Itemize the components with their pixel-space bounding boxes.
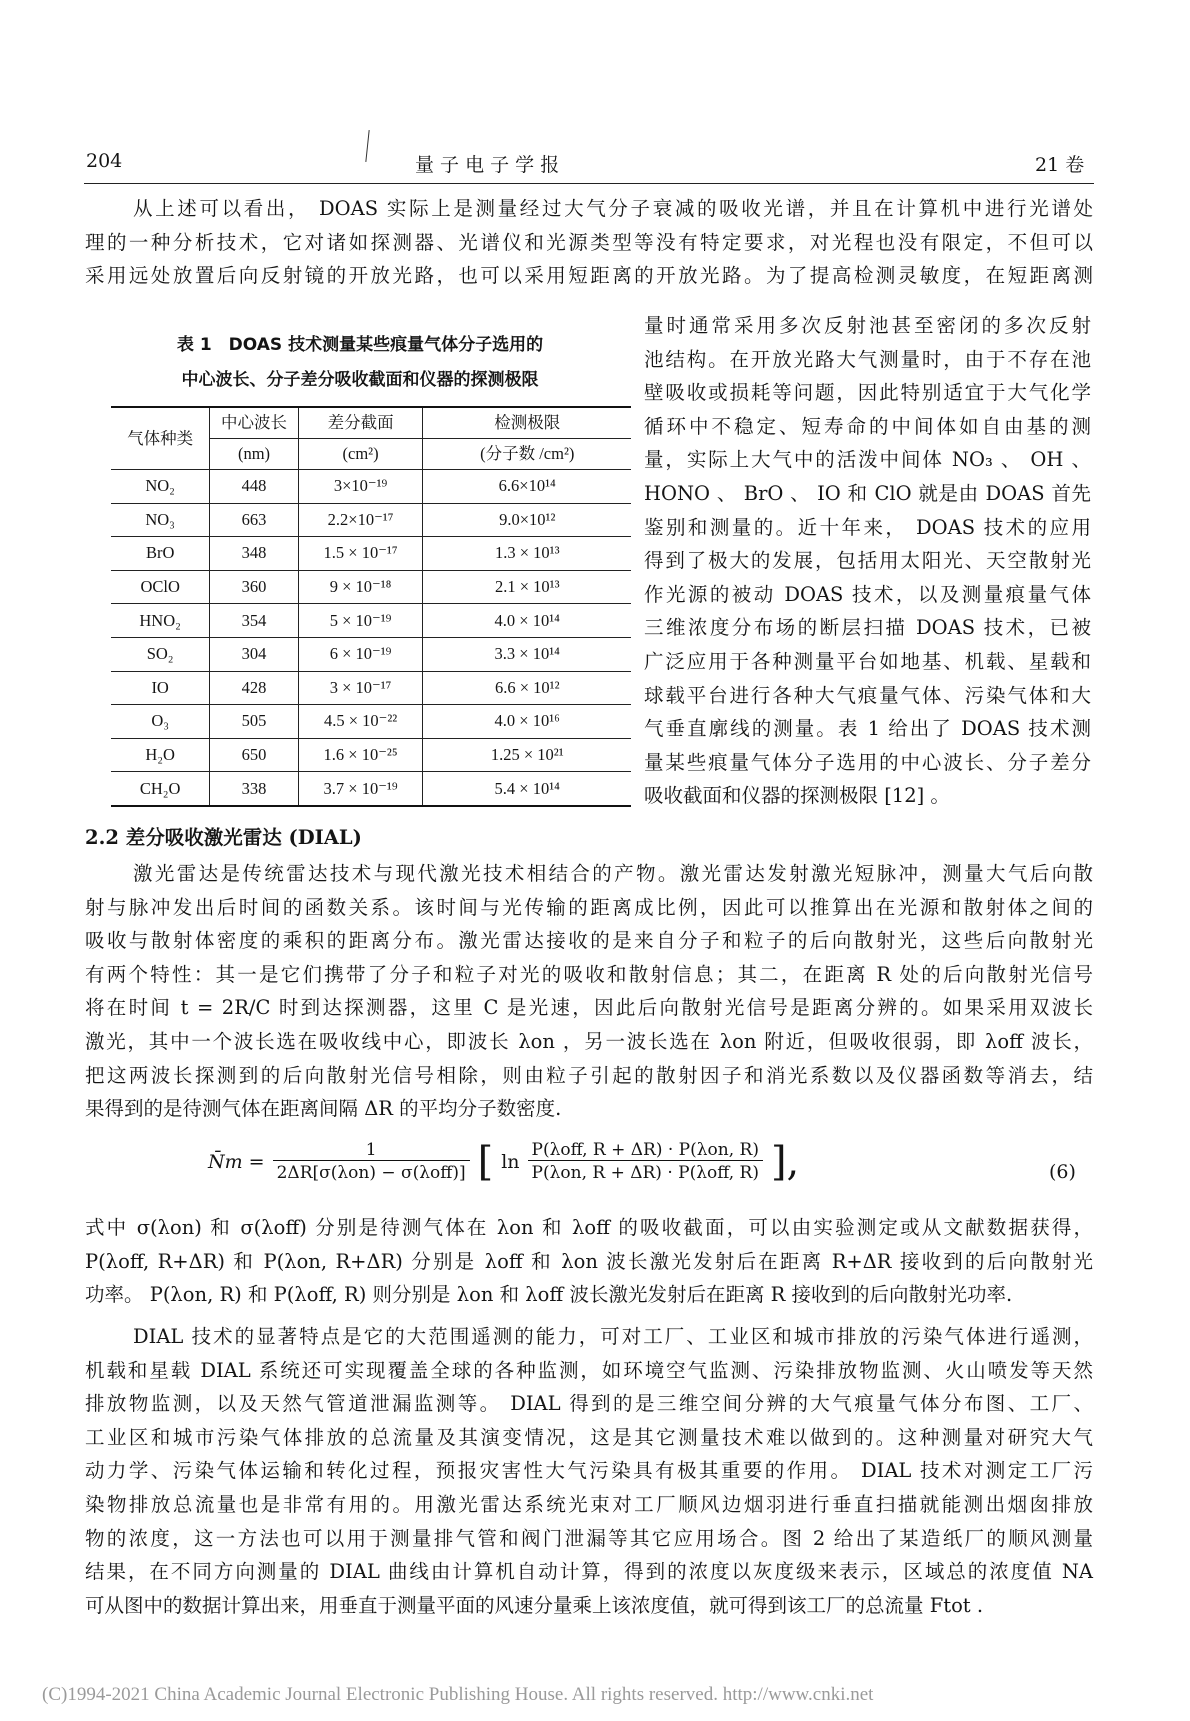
table-cell: 348 bbox=[210, 537, 298, 571]
table-row bbox=[111, 772, 631, 806]
eq-explain-line: P(λoff, R+ΔR) 和 P(λon, R+ΔR) 分别是 λoff 和 λon 波长激光发射后在距离 R+ΔR 接收到的后向散射光 bbox=[85, 1249, 1093, 1273]
table-cell: 5.4 × 10¹⁴ bbox=[423, 772, 631, 806]
header-rule bbox=[84, 183, 1094, 184]
table-cell: 360 bbox=[210, 570, 298, 604]
table-row bbox=[111, 637, 631, 671]
dial-para2-line: DIAL 技术的显著特点是它的大范围遥测的能力，可对工厂、工业区和城市排放的污染气体进行遥测， bbox=[133, 1325, 1093, 1348]
dial-para1-line: 吸收与散射体密度的乘积的距离分布。激光雷达接收的是来自分子和粒子的后向散射光，这些后向散射光 bbox=[85, 929, 1093, 953]
side-text-line: 三维浓度分布场的断层扫描 DOAS 技术，已被 bbox=[644, 616, 1091, 640]
table-cell: HNO₂ bbox=[111, 604, 210, 638]
table-cell: NO₂ bbox=[111, 470, 210, 504]
table-cell: 338 bbox=[210, 772, 298, 806]
table-cell: O₃ bbox=[111, 705, 210, 739]
table-cell: 3×10⁻¹⁹ bbox=[298, 470, 423, 504]
table-cell: H₂O bbox=[111, 738, 210, 772]
eq-explain-line: 功率。 P(λon, R) 和 P(λoff, R) 则分别是 λon 和 λoff 波长激光发射后在距离 R 接收到的后向散射光功率. bbox=[85, 1283, 1013, 1307]
table-cell: 9 × 10⁻¹⁸ bbox=[298, 570, 423, 604]
table-cell: 1.6 × 10⁻²⁵ bbox=[298, 738, 423, 772]
copyright-footer: (C)1994-2021 China Academic Journal Electronic Publishing House. All rights reserved. http://www.cnki.net bbox=[42, 1684, 874, 1705]
table-cell: 663 bbox=[210, 503, 298, 537]
table-cell: 2.1 × 10¹³ bbox=[423, 570, 631, 604]
side-text-line: 作光源的被动 DOAS 技术，以及测量痕量气体 bbox=[644, 582, 1091, 606]
dial-para1-line: 激光，其中一个波长选在吸收线中心，即波长 λon ，另一波长选在 λon 附近，但吸收很弱，即 λoff 波长， bbox=[85, 1030, 1093, 1053]
column-header: 差分截面 bbox=[298, 407, 423, 439]
table-row bbox=[111, 470, 631, 504]
page-number: 204 bbox=[86, 150, 123, 172]
dial-para2-line: 机载和星载 DIAL 系统还可实现覆盖全球的各种监测，如环境空气监测、污染排放物监测、火山喷发等天然 bbox=[85, 1358, 1093, 1382]
dial-para1-line: 射与脉冲发出后时间的函数关系。该时间与光传输的距离成比例，因此可以推算出在光源和散射体之间的 bbox=[85, 895, 1093, 919]
table-cell: 304 bbox=[210, 637, 298, 671]
table-cell: 4.0 × 10¹⁶ bbox=[423, 705, 631, 739]
table-cell: 4.0 × 10¹⁴ bbox=[423, 604, 631, 638]
scan-mark bbox=[365, 130, 369, 162]
dial-para2-line: 排放物监测，以及天然气管道泄漏监测等。 DIAL 得到的是三维空间分辨的大气痕量气体分布图、工厂、 bbox=[85, 1392, 1093, 1416]
equation-6: N̄m = 1 2ΔR[σ(λon) − σ(λoff)] [ ln P(λoff, R + ΔR) · P(λon, R) P(λon, R + ΔR) · P(λoff, R) ], bbox=[208, 1138, 800, 1185]
side-text-line: 量，实际上大气中的活泼中间体 NO₃ 、 OH 、 bbox=[644, 448, 1091, 472]
table-cell: 3 × 10⁻¹⁷ bbox=[298, 671, 423, 705]
column-unit: (nm) bbox=[210, 439, 298, 470]
side-text-line: 量时通常采用多次反射池甚至密闭的多次反射 bbox=[644, 314, 1091, 337]
table-cell: 3.3 × 10¹⁴ bbox=[423, 637, 631, 671]
side-text-line: 量某些痕量气体分子选用的中心波长、分子差分 bbox=[644, 750, 1091, 774]
dial-para1-line: 激光雷达是传统雷达技术与现代激光技术相结合的产物。激光雷达发射激光短脉冲，测量大气后向散 bbox=[133, 862, 1093, 885]
equation-denominator: 2ΔR[σ(λon) − σ(λoff)] bbox=[273, 1160, 470, 1183]
dial-para2-line: 工业区和城市污染气体排放的总流量及其演变情况，这是其它测量技术难以做到的。这种测量对研究大气 bbox=[85, 1425, 1093, 1449]
table-caption: 表 1 DOAS 技术测量某些痕量气体分子选用的 bbox=[176, 335, 544, 355]
side-text-line: 池结构。在开放光路大气测量时，由于不存在池 bbox=[644, 347, 1091, 371]
dial-para1-line: 把这两波长探测到的后向散射光信号相除，则由粒子引起的散射因子和消光系数以及仪器函数等消去，结 bbox=[85, 1063, 1093, 1087]
side-text-line: 气垂直廓线的测量。表 1 给出了 DOAS 技术测 bbox=[644, 717, 1091, 741]
equation-numerator: 1 bbox=[365, 1140, 377, 1160]
side-text-line: 吸收截面和仪器的探测极限 [12] 。 bbox=[644, 784, 950, 808]
table-1 bbox=[111, 406, 631, 807]
table-row bbox=[111, 705, 631, 739]
journal-title: 量 子 电 子 学 报 bbox=[415, 154, 560, 176]
table-cell: 354 bbox=[210, 604, 298, 638]
table-cell: SO₂ bbox=[111, 637, 210, 671]
table-cell: 650 bbox=[210, 738, 298, 772]
table-row bbox=[111, 537, 631, 571]
equation-ratio-denominator: P(λon, R + ΔR) · P(λoff, R) bbox=[528, 1160, 763, 1183]
table-cell: 9.0×10¹² bbox=[423, 503, 631, 537]
table-cell: 428 bbox=[210, 671, 298, 705]
column-header: 检测极限 bbox=[423, 407, 631, 439]
side-text-line: 循环中不稳定、短寿命的中间体如自由基的测 bbox=[644, 414, 1091, 438]
intro-line: 采用远处放置后向反射镜的开放光路，也可以采用短距离的开放光路。为了提高检测灵敏度，在短距离测 bbox=[85, 264, 1093, 288]
table-cell: 448 bbox=[210, 470, 298, 504]
table-cell: 1.25 × 10²¹ bbox=[423, 738, 631, 772]
table-cell: 4.5 × 10⁻²² bbox=[298, 705, 423, 739]
side-text-line: 得到了极大的发展，包括用太阳光、天空散射光 bbox=[644, 549, 1091, 573]
table-row bbox=[111, 738, 631, 772]
equation-lhs: N̄m = bbox=[208, 1150, 265, 1173]
dial-para2-line: 染物排放总流量也是非常有用的。用激光雷达系统光束对工厂顺风边烟羽进行垂直扫描就能测出烟囱排放 bbox=[85, 1493, 1093, 1516]
column-header: 中心波长 bbox=[210, 407, 298, 439]
dial-para1-line: 将在时间 t = 2R/C 时到达探测器，这里 C 是光速，因此后向散射光信号是距离分辨的。如果采用双波长 bbox=[85, 996, 1093, 1020]
table-cell: 6.6 × 10¹² bbox=[423, 671, 631, 705]
table-row bbox=[111, 671, 631, 705]
table-cell: 6 × 10⁻¹⁹ bbox=[298, 637, 423, 671]
side-text-line: 鉴别和测量的。近十年来， DOAS 技术的应用 bbox=[644, 515, 1091, 539]
equation-ratio-numerator: P(λoff, R + ΔR) · P(λon, R) bbox=[531, 1140, 759, 1160]
intro-line: 理的一种分析技术，它对诸如探测器、光谱仪和光源类型等没有特定要求，对光程也没有限定，不但可以 bbox=[85, 230, 1093, 254]
table-cell: 5 × 10⁻¹⁹ bbox=[298, 604, 423, 638]
volume-label: 21 卷 bbox=[1035, 154, 1085, 176]
dial-para2-line: 可从图中的数据计算出来，用垂直于测量平面的风速分量乘上该浓度值，就可得到该工厂的总流量 Ftot . bbox=[85, 1593, 984, 1617]
side-text-line: 球载平台进行各种大气痕量气体、污染气体和大 bbox=[644, 683, 1091, 707]
table-cell: 6.6×10¹⁴ bbox=[423, 470, 631, 504]
table-row bbox=[111, 503, 631, 537]
dial-para1-line: 有两个特性：其一是它们携带了分子和粒子对光的吸收和散射信息；其二，在距离 R 处的后向散射光信号 bbox=[85, 962, 1093, 986]
table-cell: 1.5 × 10⁻¹⁷ bbox=[298, 537, 423, 571]
side-text-line: 广泛应用于各种测量平台如地基、机载、星载和 bbox=[644, 650, 1091, 673]
table-cell: IO bbox=[111, 671, 210, 705]
column-unit: (分子数 /cm²) bbox=[423, 439, 631, 470]
dial-para2-line: 结果，在不同方向测量的 DIAL 曲线由计算机自动计算，得到的浓度以灰度级来表示，区域总的浓度值 NA bbox=[85, 1560, 1093, 1584]
column-unit: (cm²) bbox=[298, 439, 423, 470]
table-caption: 中心波长、分子差分吸收截面和仪器的探测极限 bbox=[181, 370, 539, 390]
table-cell: OClO bbox=[111, 570, 210, 604]
side-text-line: HONO 、 BrO 、 IO 和 ClO 就是由 DOAS 首先 bbox=[644, 482, 1091, 505]
table-cell: 2.2×10⁻¹⁷ bbox=[298, 503, 423, 537]
column-header: 气体种类 bbox=[111, 407, 210, 470]
table-row bbox=[111, 570, 631, 604]
intro-line: 从上述可以看出， DOAS 实际上是测量经过大气分子衰减的吸收光谱，并且在计算机中进行光谱处 bbox=[133, 197, 1093, 220]
table-cell: 505 bbox=[210, 705, 298, 739]
dial-para2-line: 动力学、污染气体运输和转化过程，预报灾害性大气污染具有极其重要的作用。 DIAL 技术对测定工厂污 bbox=[85, 1459, 1093, 1483]
table-cell: NO₃ bbox=[111, 503, 210, 537]
side-text-line: 壁吸收或损耗等问题，因此特别适宜于大气化学 bbox=[644, 381, 1091, 405]
table-cell: CH₂O bbox=[111, 772, 210, 806]
dial-para2-line: 物的浓度，这一方法也可以用于测量排气管和阀门泄漏等其它应用场合。图 2 给出了某造纸厂的顺风测量 bbox=[85, 1526, 1093, 1550]
dial-para1-line: 果得到的是待测气体在距离间隔 ΔR 的平均分子数密度. bbox=[85, 1097, 562, 1121]
equation-ln: ln bbox=[501, 1150, 520, 1173]
eq-explain-line: 式中 σ(λon) 和 σ(λoff) 分别是待测气体在 λon 和 λoff 的吸收截面，可以由实验测定或从文献数据获得， bbox=[85, 1216, 1093, 1239]
table-row bbox=[111, 604, 631, 638]
table-cell: BrO bbox=[111, 537, 210, 571]
equation-number: (6) bbox=[1049, 1161, 1076, 1183]
section-heading: 2.2 差分吸收激光雷达 (DIAL) bbox=[85, 826, 362, 849]
table-cell: 1.3 × 10¹³ bbox=[423, 537, 631, 571]
table-cell: 3.7 × 10⁻¹⁹ bbox=[298, 772, 423, 806]
